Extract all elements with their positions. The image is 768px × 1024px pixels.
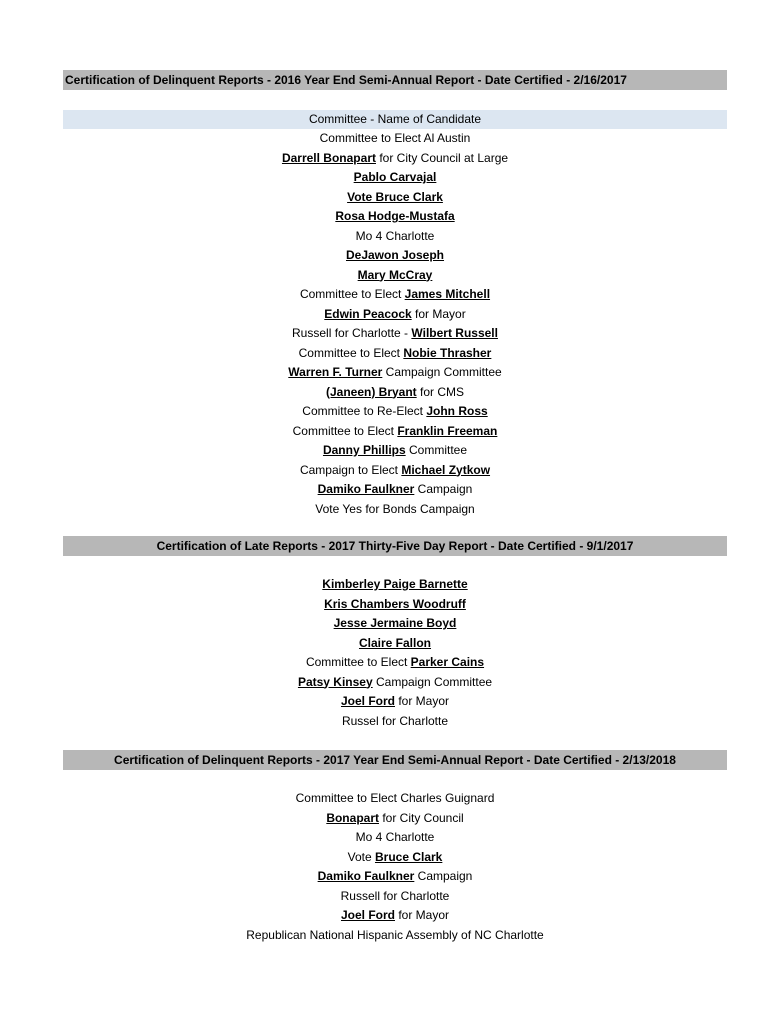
entry-text: for CMS <box>416 384 465 399</box>
entry-text: Mo 4 Charlotte <box>355 830 435 844</box>
list-item <box>63 673 727 693</box>
list-item <box>63 461 727 481</box>
entry-text: for City Council at Large <box>375 150 509 165</box>
entry-text: Vote <box>347 849 375 864</box>
list-item <box>63 789 727 809</box>
candidate-name: Nobie Thrasher <box>403 345 492 360</box>
candidate-name: Damiko Faulkner <box>317 869 415 883</box>
candidate-name: Michael Zytkow <box>401 462 491 477</box>
section-header-2016-delinquent: Certification of Delinquent Reports - 2016 Year End Semi-Annual Report - Date Certified - 2/16/2017 <box>63 70 727 90</box>
candidate-name: Kris Chambers Woodruff <box>324 596 466 611</box>
list-2016-delinquent <box>63 129 727 519</box>
list-item <box>63 227 727 247</box>
list-item <box>63 129 727 149</box>
list-item <box>63 344 727 364</box>
entry-text: for City Council <box>378 810 464 825</box>
list-2017-delinquent <box>63 789 727 945</box>
candidate-name: Damiko Faulkner <box>317 482 415 496</box>
column-header-committee-name: Committee - Name of Candidate <box>63 110 727 129</box>
entry-text: for Mayor <box>395 908 450 922</box>
list-item <box>63 848 727 868</box>
list-item <box>63 422 727 442</box>
entry-text: Campaign <box>414 869 473 883</box>
entry-text: Committee to Elect <box>305 655 411 669</box>
candidate-name: Danny Phillips <box>322 443 406 457</box>
list-item <box>63 285 727 305</box>
list-item <box>63 712 727 732</box>
candidate-name: Joel Ford <box>340 694 395 708</box>
candidate-name: Joel Ford <box>340 908 395 922</box>
list-item <box>63 887 727 907</box>
candidate-name: Jesse Jermaine Boyd <box>333 616 457 630</box>
list-item <box>63 575 727 595</box>
candidate-name: Pablo Carvajal <box>353 170 437 184</box>
candidate-name: Rosa Hodge-Mustafa <box>335 209 455 223</box>
list-item <box>63 809 727 829</box>
list-item <box>63 383 727 403</box>
list-item <box>63 595 727 615</box>
candidate-name: Claire Fallon <box>358 635 432 650</box>
entry-text: for Mayor <box>411 306 466 321</box>
entry-text: Russel for Charlotte <box>341 713 449 728</box>
candidate-name: James Mitchell <box>404 287 491 301</box>
entry-text: Campaign Committee <box>382 365 502 379</box>
entry-text: Mo 4 Charlotte <box>355 228 435 243</box>
list-item <box>63 168 727 188</box>
candidate-name: John Ross <box>426 404 488 418</box>
candidate-name: Franklin Freeman <box>397 423 498 438</box>
list-item <box>63 634 727 654</box>
candidate-name: Vote Bruce Clark <box>347 189 443 204</box>
list-item <box>63 324 727 344</box>
entry-text: Campaign <box>414 482 473 496</box>
list-item <box>63 906 727 926</box>
candidate-name: Parker Cains <box>410 655 485 669</box>
list-item <box>63 363 727 383</box>
list-item <box>63 207 727 227</box>
list-item <box>63 692 727 712</box>
list-item <box>63 246 727 266</box>
list-item <box>63 828 727 848</box>
list-item <box>63 926 727 946</box>
entry-text: Committee to Re-Elect <box>302 404 427 418</box>
candidate-name: Wilbert Russell <box>411 326 498 340</box>
candidate-name: Bruce Clark <box>374 849 443 864</box>
candidate-name: Darrell Bonapart <box>281 150 376 165</box>
candidate-name: Kimberley Paige Barnette <box>322 577 468 591</box>
entry-text: Russell for Charlotte <box>340 888 450 903</box>
section-header-2017-delinquent: Certification of Delinquent Reports - 2017 Year End Semi-Annual Report - Date Certified - 2/13/2018 <box>63 750 727 770</box>
candidate-name: Patsy Kinsey <box>297 674 373 689</box>
list-item <box>63 188 727 208</box>
entry-text: Campaign Committee <box>372 674 493 689</box>
list-item <box>63 305 727 325</box>
candidate-name: (Janeen) Bryant <box>325 384 417 399</box>
candidate-name: Edwin Peacock <box>324 306 412 321</box>
list-item <box>63 266 727 286</box>
entry-text: Russell for Charlotte - <box>292 326 412 340</box>
entry-text: Campaign to Elect <box>299 462 402 477</box>
list-item <box>63 653 727 673</box>
section-header-2017-late: Certification of Late Reports - 2017 Thirty-Five Day Report - Date Certified - 9/1/2017 <box>63 536 727 556</box>
entry-text: Committee <box>405 443 468 457</box>
list-2017-late <box>63 575 727 731</box>
entry-text: for Mayor <box>395 694 450 708</box>
entry-text: Committee to Elect <box>298 345 404 360</box>
candidate-name: Mary McCray <box>357 267 433 282</box>
entry-text: Committee to Elect <box>292 423 398 438</box>
list-item <box>63 614 727 634</box>
entry-text: Committee to Elect <box>299 287 405 301</box>
list-item <box>63 500 727 520</box>
list-item <box>63 149 727 169</box>
list-item <box>63 480 727 500</box>
entry-text: Committee to Elect Charles Guignard <box>295 791 495 805</box>
list-item <box>63 402 727 422</box>
list-item <box>63 867 727 887</box>
candidate-name: DeJawon Joseph <box>345 248 445 262</box>
list-item <box>63 441 727 461</box>
candidate-name: Warren F. Turner <box>288 365 383 379</box>
candidate-name: Bonapart <box>326 810 379 825</box>
entry-text: Vote Yes for Bonds Campaign <box>315 501 475 516</box>
entry-text: Committee to Elect Al Austin <box>319 131 471 145</box>
entry-text: Republican National Hispanic Assembly of NC Charlotte <box>246 927 544 942</box>
